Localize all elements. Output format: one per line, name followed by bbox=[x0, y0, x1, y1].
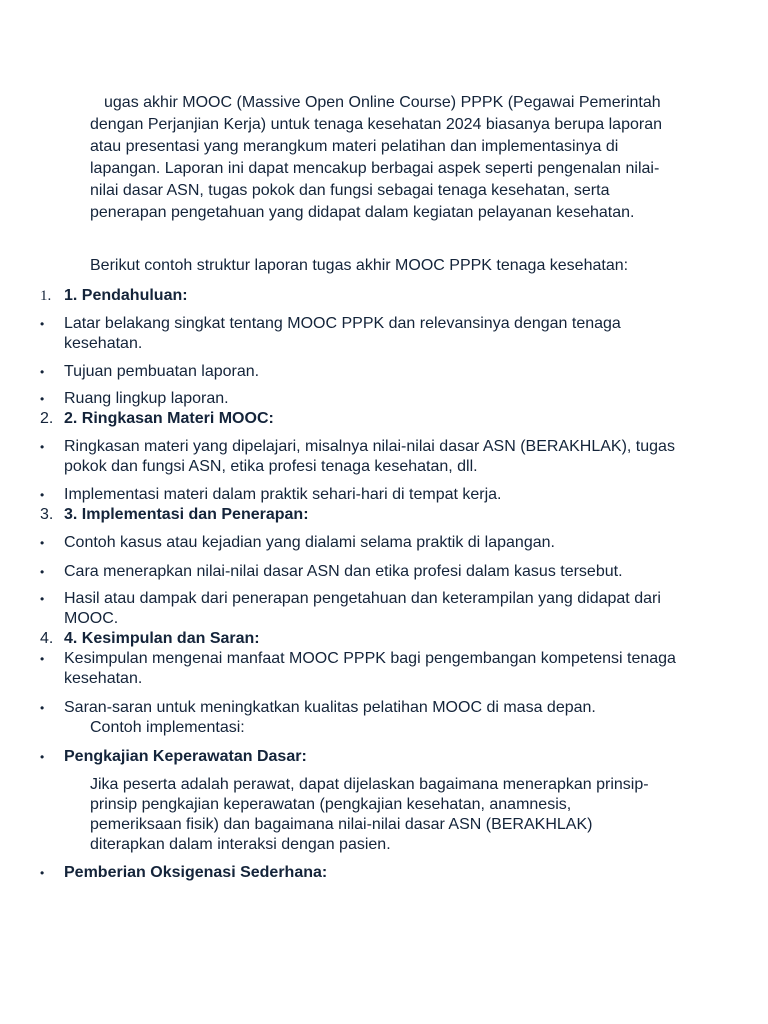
bullet-icon: • bbox=[40, 488, 45, 502]
section-title: 4. Kesimpulan dan Saran: bbox=[64, 630, 260, 647]
bullet-icon: • bbox=[40, 440, 45, 454]
list-item-text: Saran-saran untuk meningkatkan kualitas pelatihan MOOC di masa depan. bbox=[64, 699, 596, 716]
examples-intro: Contoh implementasi: bbox=[90, 719, 245, 736]
list-item-text: Tujuan pembuatan laporan. bbox=[64, 363, 260, 380]
example-title: Pemberian Oksigenasi Sederhana: bbox=[64, 864, 328, 881]
list-item-text: Contoh kasus atau kejadian yang dialami selama praktik di lapangan. bbox=[64, 534, 555, 551]
list-item-text: Cara menerapkan nilai-nilai dasar ASN dan etika profesi dalam kasus tersebut. bbox=[64, 563, 623, 580]
bullet-icon: • bbox=[40, 317, 45, 331]
list-item-text: Kesimpulan mengenai manfaat MOOC PPPK bagi pengembangan kompetensi tenaga kesehatan. bbox=[64, 650, 676, 687]
example-title: Pengkajian Keperawatan Dasar: bbox=[64, 748, 307, 765]
list-number: 2. bbox=[40, 410, 54, 427]
bullet-icon: • bbox=[40, 750, 45, 764]
lead-paragraph: Berikut contoh struktur laporan tugas akhir MOOC PPPK tenaga kesehatan: bbox=[90, 257, 629, 274]
section-title: 2. Ringkasan Materi MOOC: bbox=[64, 410, 274, 427]
bullet-icon: • bbox=[40, 536, 45, 550]
list-number: 3. bbox=[40, 506, 54, 523]
list-item-text-group bbox=[64, 698, 684, 738]
bullet-icon: • bbox=[40, 701, 45, 715]
list-number: 4. bbox=[40, 630, 54, 647]
section-title: 3. Implementasi dan Penerapan: bbox=[64, 506, 309, 523]
section-title: 1. Pendahuluan: bbox=[64, 287, 188, 304]
bullet-icon: • bbox=[40, 365, 45, 379]
bullet-icon: • bbox=[40, 652, 45, 666]
intro-paragraph: ugas akhir MOOC (Massive Open Online Course) PPPK (Pegawai Pemerintah dengan Perjanjian Kerja) untuk tenaga kesehatan 2024 biasanya berupa laporan atau presentasi yang merangkum materi pelatihan dan implementasinya di lapangan. Laporan ini dapat mencakup berbagai aspek seperti pengenalan nilai-nilai dasar ASN, tugas pokok dan fungsi sebagai tenaga kesehatan, serta penerapan pengetahuan yang didapat dalam kegiatan pelayanan kesehatan. bbox=[90, 94, 662, 221]
bullet-icon: • bbox=[40, 565, 45, 579]
list-item-text: Hasil atau dampak dari penerapan pengetahuan dan keterampilan yang didapat dari MOOC. bbox=[64, 590, 661, 627]
list-item-text: Latar belakang singkat tentang MOOC PPPK dan relevansinya dengan tenaga kesehatan. bbox=[64, 315, 621, 352]
list-item-text: Ruang lingkup laporan. bbox=[64, 390, 229, 407]
bullet-icon: • bbox=[40, 866, 45, 880]
bullet-icon: • bbox=[40, 592, 45, 606]
list-item-text: Implementasi materi dalam praktik sehari-hari di tempat kerja. bbox=[64, 486, 502, 503]
list-item-text: Ringkasan materi yang dipelajari, misalnya nilai-nilai dasar ASN (BERAKHLAK), tugas pokok dan fungsi ASN, etika profesi tenaga kesehatan, dll. bbox=[64, 438, 675, 475]
bullet-icon: • bbox=[40, 392, 45, 406]
list-number: 1. bbox=[40, 288, 52, 304]
example-detail: Jika peserta adalah perawat, dapat dijelaskan bagaimana menerapkan prinsip-prinsip pengkajian keperawatan (pengkajian kesehatan, anamnesis, pemeriksaan fisik) dan bagaimana nilai-nilai dasar ASN (BERAKHLAK) diterapkan dalam interaksi dengan pasien. bbox=[90, 776, 649, 853]
